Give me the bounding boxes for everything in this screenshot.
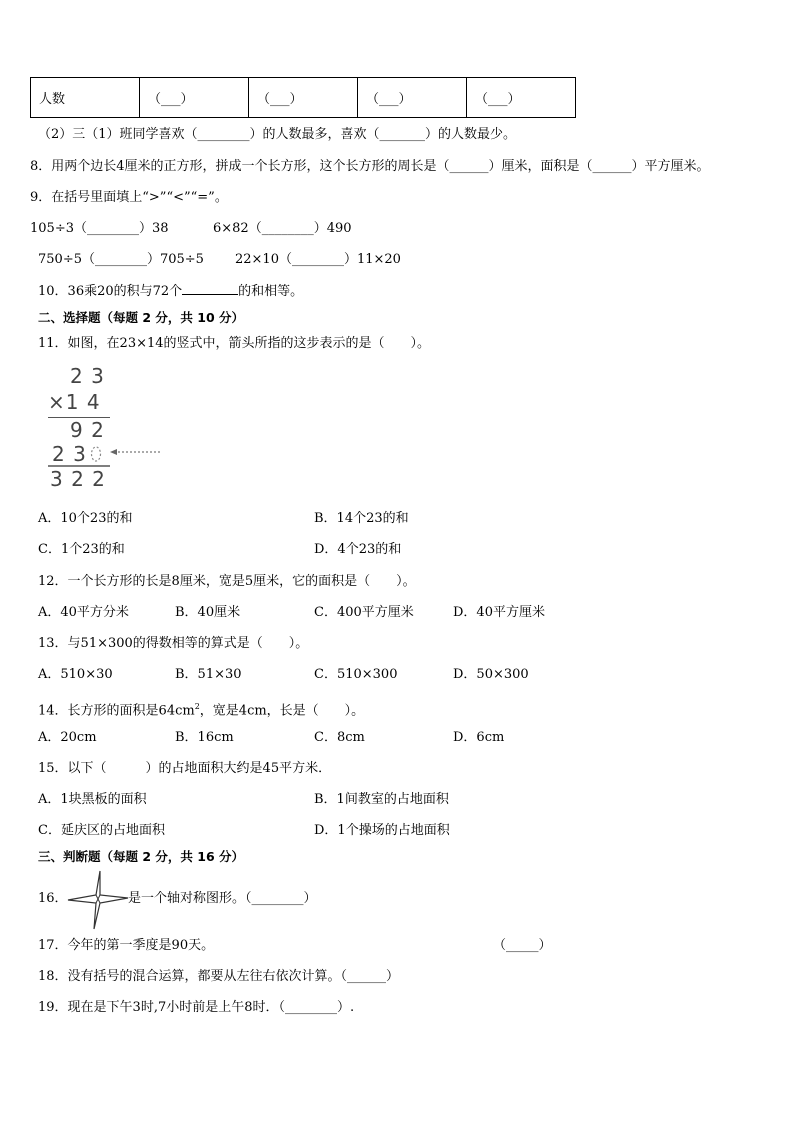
table-cell: （___） — [249, 78, 358, 118]
option-b: B．1间教室的占地面积 — [314, 792, 449, 807]
option-b: B．40厘米 — [175, 605, 241, 620]
pinwheel-shape-figure — [66, 869, 130, 931]
option-d: D．6cm — [453, 730, 505, 745]
option-b: B．16cm — [175, 730, 234, 745]
q9-item: 6×82（________）490 — [213, 221, 352, 236]
q17-text: 17．今年的第一季度是90天。 — [38, 938, 215, 953]
table-cell: （___） — [358, 78, 467, 118]
option-c: C．400平方厘米 — [314, 605, 414, 620]
q10-blank — [182, 294, 238, 295]
section-3-heading: 三、判断题（每题 2 分，共 16 分） — [38, 849, 245, 864]
table-row — [31, 78, 576, 118]
calc-row: 9 2 — [70, 418, 105, 442]
q8: 8．用两个边长4厘米的正方形，拼成一个长方形，这个长方形的周长是（______）厘米，面积是（______）平方厘米。 — [30, 159, 710, 174]
table-cell: （___） — [140, 78, 249, 118]
option-a: A．10个23的和 — [38, 511, 133, 526]
q18: 18．没有括号的混合运算，都要从左往右依次计算。（______） — [38, 969, 400, 984]
q9-item: 750÷5（________）705÷5 — [38, 252, 204, 267]
q12-stem: 12．一个长方形的长是8厘米，宽是5厘米，它的面积是（ ）。 — [38, 574, 416, 589]
count-table — [30, 77, 576, 118]
option-d: D．4个23的和 — [314, 542, 402, 557]
q14-stem-before: 14．长方形的面积是64cm — [38, 703, 195, 719]
calc-row: 2 3 — [70, 364, 105, 388]
option-c: C．510×300 — [314, 667, 398, 682]
option-a: A．1块黑板的面积 — [38, 792, 147, 807]
option-c: C．延庆区的占地面积 — [38, 823, 165, 838]
calc-row: ×1 4 — [48, 390, 101, 414]
q9-item: 105÷3（________）38 — [30, 221, 169, 236]
q10-after: 的和相等。 — [238, 284, 304, 299]
q10 — [38, 283, 303, 301]
calc-row: 3 2 2 — [50, 467, 106, 491]
option-a: A．20cm — [38, 730, 97, 745]
option-b: B．14个23的和 — [314, 511, 409, 526]
option-d: D．1个操场的占地面积 — [314, 823, 450, 838]
option-c: C．1个23的和 — [38, 542, 125, 557]
section-2-heading: 二、选择题（每题 2 分，共 10 分） — [38, 310, 245, 325]
q9-item: 22×10（________）11×20 — [235, 252, 401, 267]
option-b: B．51×30 — [175, 667, 242, 682]
option-a: A．40平方分米 — [38, 605, 129, 620]
q16-text: 是一个轴对称图形。（________） — [128, 891, 317, 906]
q19: 19．现在是下午3时,7小时前是上午8时．（________）. — [38, 1000, 355, 1015]
q7-sub2: （2）三（1）班同学喜欢（________）的人数最多，喜欢（_______）的人数最少。 — [38, 127, 517, 142]
vertical-multiplication-figure — [44, 362, 174, 492]
q15-stem: 15．以下（ ）的占地面积大约是45平方米． — [38, 761, 332, 776]
q17-blank: （_____） — [493, 938, 552, 953]
option-c: C．8cm — [314, 730, 365, 745]
table-cell: （___） — [467, 78, 576, 118]
q9-stem: 9．在括号里面填上“>”“<”“=”。 — [30, 190, 228, 205]
superscript: 2 — [194, 702, 200, 711]
q10-before: 10．36乘20的积与72个 — [38, 284, 183, 299]
calc-row: 2 3 — [52, 442, 87, 466]
option-d: D．40平方厘米 — [453, 605, 545, 620]
row-label: 人数 — [31, 78, 140, 118]
q13-stem: 13．与51×300的得数相等的算式是（ ）。 — [38, 636, 309, 651]
q14-stem-after: ，宽是4cm，长是（ ）。 — [199, 703, 365, 719]
option-d: D．50×300 — [453, 667, 529, 682]
q16-number: 16． — [38, 891, 68, 906]
q14-stem — [38, 698, 364, 720]
option-a: A．510×30 — [38, 667, 113, 682]
q11-stem: 11．如图，在23×14的竖式中，箭头所指的这步表示的是（ ）。 — [38, 336, 431, 351]
